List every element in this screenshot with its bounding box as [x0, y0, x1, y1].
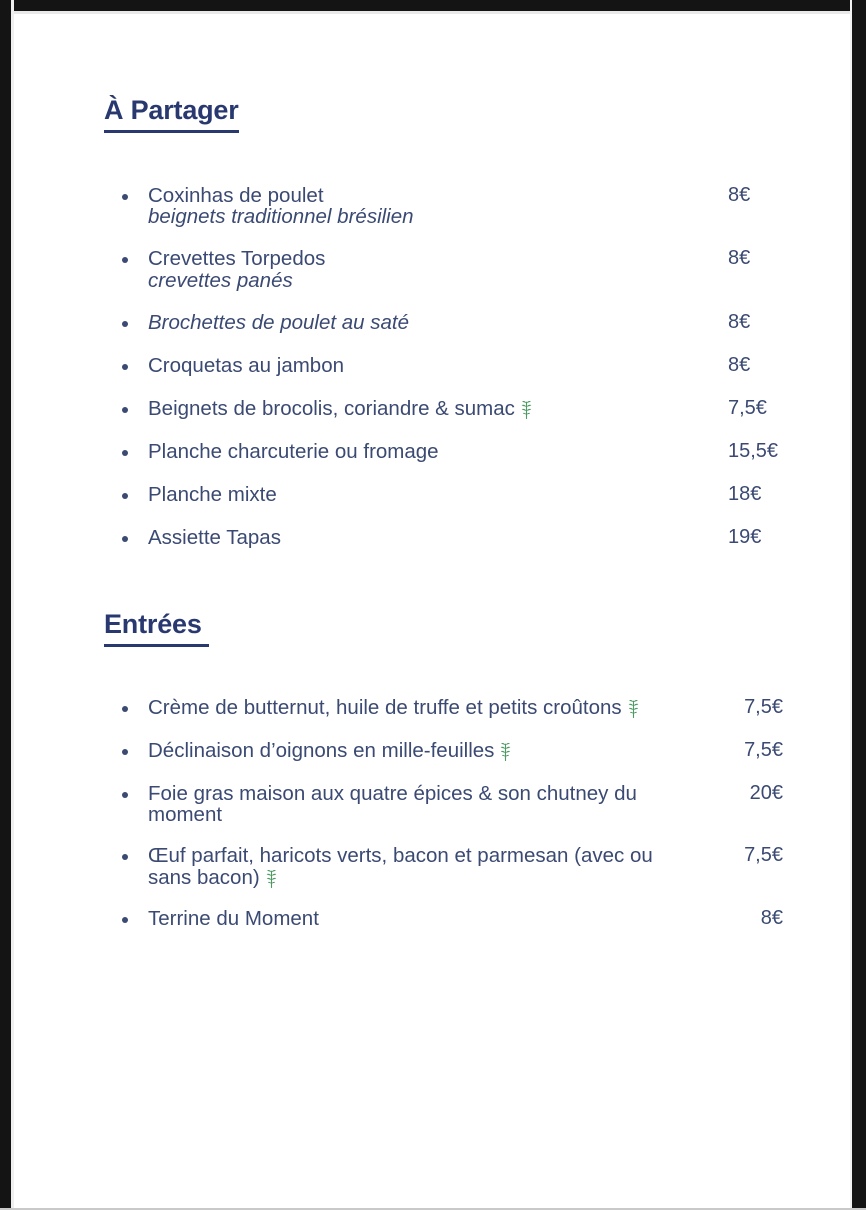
menu-item-row — [148, 355, 764, 377]
bullet-icon — [122, 749, 128, 755]
page-frame-right — [852, 0, 866, 1210]
menu-item-list-a-partager — [104, 183, 779, 551]
menu-item-name: Assiette Tapas — [148, 525, 281, 549]
menu-item-description: crevettes panés — [148, 268, 293, 292]
section-heading-entrees: Entrées — [104, 610, 209, 647]
menu-item-row — [148, 781, 783, 827]
menu-item-price: 7,5€ — [744, 844, 783, 867]
bullet-icon — [122, 364, 128, 370]
menu-item-row — [148, 527, 764, 549]
bullet-icon — [122, 917, 128, 923]
bullet-icon — [122, 536, 128, 542]
menu-item-price: 8€ — [728, 247, 751, 270]
menu-item-price: 8€ — [728, 310, 751, 333]
bullet-icon — [122, 194, 128, 200]
menu-item — [104, 185, 764, 228]
menu-item-name: Œuf parfait, haricots verts, bacon et parmesan (avec ou sans bacon) — [148, 844, 653, 889]
menu-item-name: Planche charcuterie ou fromage — [148, 439, 439, 463]
menu-item — [104, 844, 783, 889]
herb-sprig-vegetarian-icon — [498, 741, 513, 761]
page-frame-top — [0, 0, 866, 11]
page-frame-top-highlight — [0, 11, 866, 14]
menu-item-price: 15,5€ — [728, 439, 779, 462]
bullet-icon — [122, 792, 128, 798]
menu-item — [104, 906, 783, 932]
herb-sprig-vegetarian-icon — [626, 698, 641, 718]
menu-item-row — [148, 844, 783, 889]
menu-item-row — [148, 906, 783, 930]
menu-item — [104, 312, 764, 336]
menu-item-price: 18€ — [728, 482, 762, 505]
menu-item-name: Crème de butternut, huile de truffe et petits croûtons — [148, 697, 653, 719]
menu-item-name: Foie gras maison aux quatre épices & son chutney du moment — [148, 781, 637, 827]
menu-item-price: 19€ — [728, 525, 762, 548]
bullet-icon — [122, 854, 128, 860]
menu-item — [104, 355, 764, 379]
menu-item-row — [148, 439, 779, 463]
menu-section-entrees — [104, 609, 783, 951]
menu-item-row — [148, 396, 767, 420]
menu-item — [104, 781, 783, 827]
menu-item-row — [148, 738, 783, 762]
menu-item-name: Terrine du Moment — [148, 906, 319, 930]
bullet-icon — [122, 407, 128, 413]
menu-item-description: beignets traditionnel brésilien — [148, 205, 414, 229]
herb-sprig-vegetarian-icon — [519, 399, 534, 419]
herb-sprig-vegetarian-icon — [264, 868, 279, 888]
section-heading-a-partager: À Partager — [104, 96, 239, 133]
menu-item-name: Croquetas au jambon — [148, 353, 345, 377]
menu-item — [104, 248, 764, 291]
menu-item — [104, 527, 764, 551]
menu-item-name: Déclinaison d’oignons en mille-feuilles — [148, 740, 653, 762]
menu-item — [104, 695, 783, 721]
bullet-icon — [122, 493, 128, 499]
menu-item-list-entrees — [104, 695, 783, 932]
menu-item-row — [148, 484, 764, 506]
menu-item — [104, 484, 764, 508]
menu-item-price: 7,5€ — [744, 738, 783, 761]
menu-item-name: Brochettes de poulet au saté — [148, 310, 409, 334]
menu-item-name: Coxinhas de poulet beignets traditionnel brésilien — [148, 185, 653, 228]
menu-item-price: 7,5€ — [728, 396, 767, 419]
menu-item-price: 8€ — [728, 183, 751, 206]
menu-item-name: Beignets de brocolis, coriandre & sumac — [148, 398, 653, 420]
menu-item-row — [148, 312, 764, 334]
menu-item-row — [148, 248, 764, 291]
menu-section-a-partager — [104, 95, 779, 570]
menu-item-name: Crevettes Torpedos crevettes panés — [148, 248, 653, 291]
page-frame-left — [0, 0, 11, 1210]
bullet-icon — [122, 257, 128, 263]
bullet-icon — [122, 450, 128, 456]
bullet-icon — [122, 706, 128, 712]
menu-item-price: 20€ — [749, 781, 783, 804]
menu-item-name: Planche mixte — [148, 482, 277, 506]
menu-item-price: 8€ — [728, 353, 751, 376]
menu-item-price: 7,5€ — [744, 695, 783, 718]
page-frame-right-highlight — [850, 0, 852, 1210]
menu-item-row — [148, 695, 783, 719]
menu-item — [104, 439, 779, 465]
menu-item-row — [148, 185, 764, 228]
page-frame-left-highlight — [11, 0, 14, 1210]
menu-sheet — [14, 14, 852, 1208]
menu-item-price: 8€ — [760, 906, 783, 929]
bullet-icon — [122, 321, 128, 327]
menu-item — [104, 738, 783, 764]
menu-item — [104, 396, 767, 422]
